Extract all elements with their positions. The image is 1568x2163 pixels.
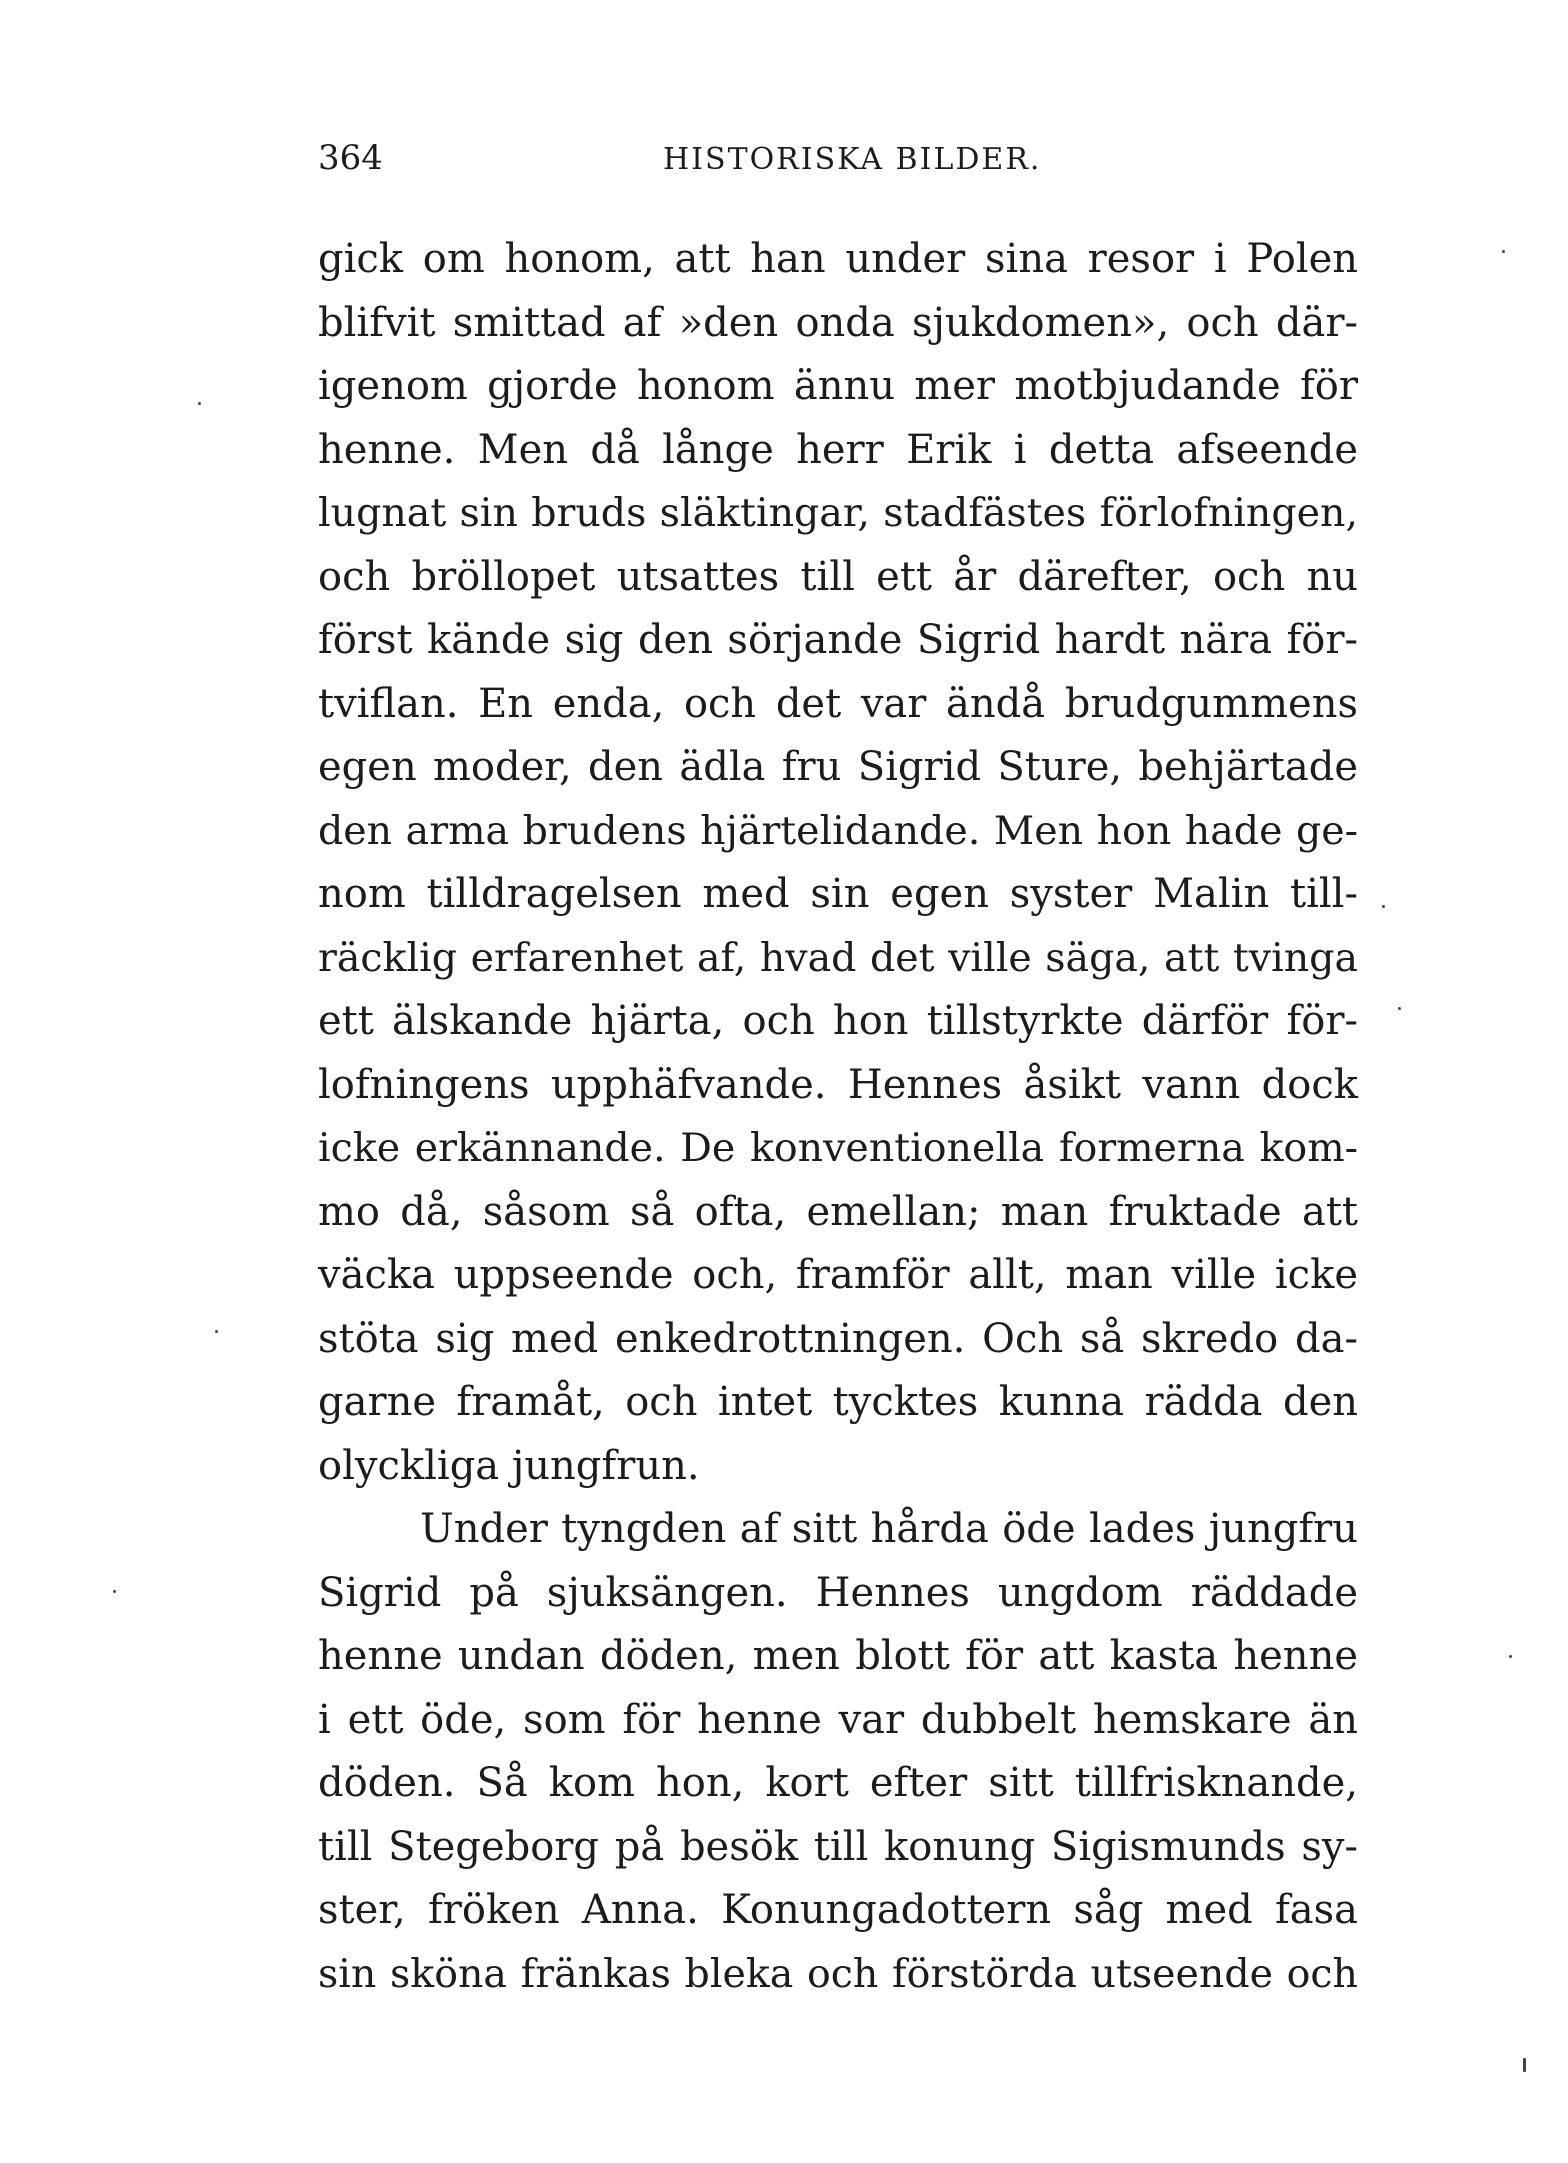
running-head: HISTORISKA BILDER. bbox=[663, 142, 1042, 177]
paper-speck bbox=[1502, 250, 1505, 253]
page-header bbox=[318, 138, 1358, 188]
text-line: ett älskande hjärta, och hon tillstyrkte därför för- bbox=[318, 998, 1358, 1044]
text-line: icke erkännande. De konventionella formerna kom- bbox=[318, 1125, 1358, 1171]
text-line: väcka uppseende och, framför allt, man ville icke bbox=[318, 1252, 1358, 1298]
text-line: olyckliga jungfrun. bbox=[318, 1442, 700, 1489]
page-number: 364 bbox=[318, 138, 383, 178]
text-line: räcklig erfarenhet af, hvad det ville säga, att tvinga bbox=[318, 934, 1358, 981]
text-line: blifvit smittad af »den onda sjukdomen», och där- bbox=[318, 299, 1358, 346]
paper-speck bbox=[1509, 1655, 1512, 1658]
text-line: lugnat sin bruds släktingar, stadfästes förlofningen, bbox=[318, 490, 1358, 536]
text-line: gick om honom, att han under sina resor i Polen bbox=[318, 236, 1358, 282]
paper-speck bbox=[198, 402, 201, 405]
paper-speck bbox=[1523, 2058, 1526, 2072]
text-line: garne framåt, och intet tycktes kunna rädda den bbox=[318, 1379, 1358, 1425]
text-line: stöta sig med enkedrottningen. Och så skredo da- bbox=[318, 1315, 1358, 1362]
paragraph-1 bbox=[318, 228, 1358, 1498]
text-line: Sigrid på sjuksängen. Hennes ungdom räddade bbox=[318, 1569, 1358, 1616]
text-line: den arma brudens hjärtelidande. Men hon hade ge- bbox=[318, 807, 1358, 854]
text-line: sin sköna fränkas bleka och förstörda utseende och bbox=[318, 1950, 1358, 1997]
text-line: i ett öde, som för henne var dubbelt hemskare än bbox=[318, 1696, 1358, 1743]
text-line: och bröllopet utsattes till ett år därefter, och nu bbox=[318, 553, 1358, 600]
text-line: först kände sig den sörjande Sigrid hardt nära för- bbox=[318, 617, 1358, 663]
text-line: tviflan. En enda, och det var ändå brudgummens bbox=[318, 680, 1358, 727]
text-line: nom tilldragelsen med sin egen syster Malin till- bbox=[318, 871, 1358, 917]
text-line: mo då, såsom så ofta, emellan; man fruktade att bbox=[318, 1188, 1358, 1235]
paper-speck bbox=[215, 1330, 218, 1333]
text-line: henne. Men då långe herr Erik i detta afseende bbox=[318, 426, 1358, 473]
paper-speck bbox=[1382, 905, 1385, 908]
text-line: ster, fröken Anna. Konungadottern såg med fasa bbox=[318, 1887, 1358, 1933]
text-line: Under tyngden af sitt hårda öde lades jungfru bbox=[420, 1506, 1358, 1552]
body-text bbox=[318, 228, 1358, 2006]
paper-speck bbox=[1398, 1007, 1401, 1010]
text-line: igenom gjorde honom ännu mer motbjudande för bbox=[318, 363, 1358, 409]
text-line: döden. Så kom hon, kort efter sitt tillfrisknande, bbox=[318, 1760, 1358, 1806]
text-line: lofningens upphäfvande. Hennes åsikt vann dock bbox=[318, 1061, 1358, 1108]
paper-speck bbox=[113, 1590, 116, 1593]
paragraph-2 bbox=[318, 1498, 1358, 2006]
text-line: till Stegeborg på besök till konung Sigismunds sy- bbox=[318, 1823, 1358, 1870]
text-line: egen moder, den ädla fru Sigrid Sture, behjärtade bbox=[318, 744, 1358, 790]
text-line: henne undan döden, men blott för att kasta henne bbox=[318, 1633, 1358, 1679]
